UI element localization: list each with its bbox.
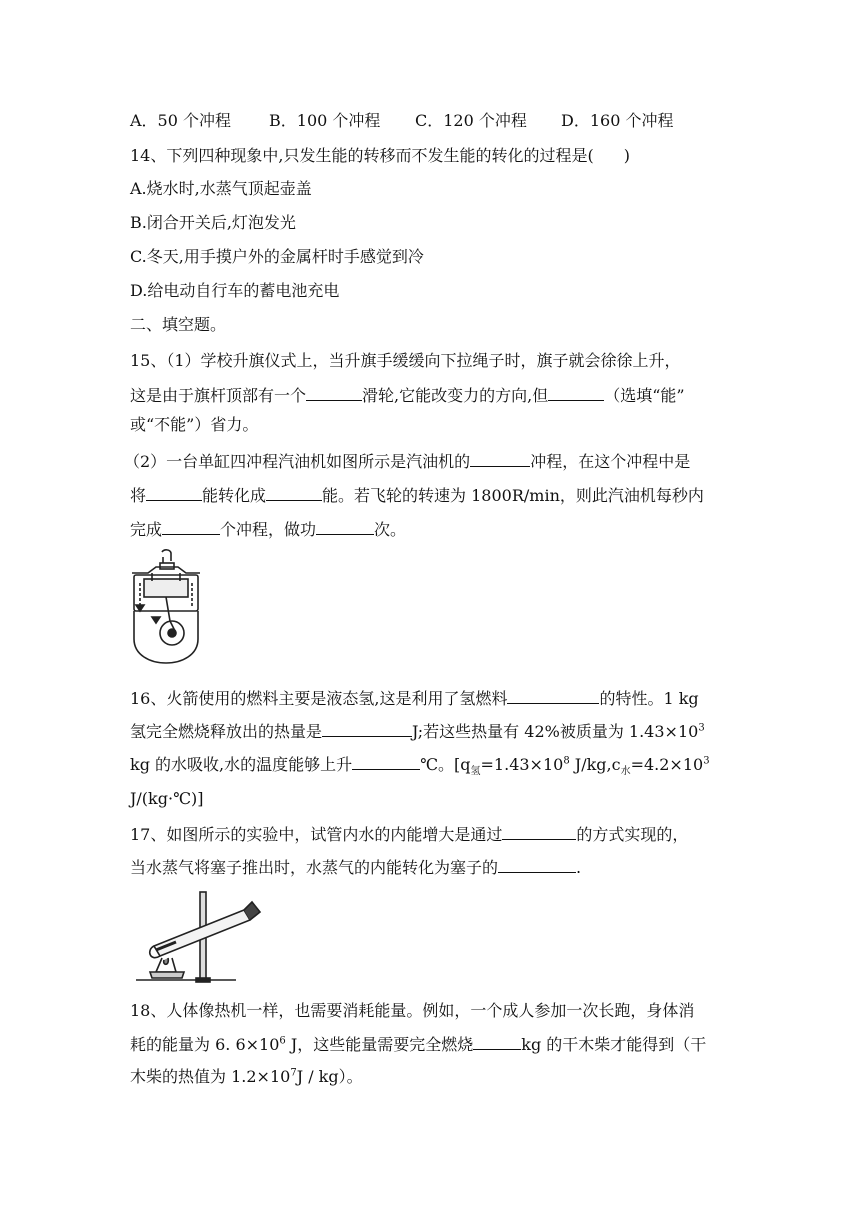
q18-line-2	[130, 1032, 706, 1056]
q16-text: J/kg,c	[569, 755, 621, 774]
section-title: 二、填空题。	[130, 315, 227, 334]
q14-stem	[130, 145, 630, 167]
q15-text: 这是由于旗杆顶部有一个	[130, 386, 307, 405]
q16-line-4: J/(kg·℃)]	[130, 789, 204, 808]
q15-line-5	[130, 483, 704, 507]
q15-line-4	[124, 449, 690, 473]
q15-text: 将	[130, 486, 147, 505]
q16-text: =4.2×10	[630, 755, 704, 774]
q15-text: 个冲程，做功	[220, 520, 317, 539]
q14-paren-close: )	[623, 146, 630, 165]
q18-text: 木柴的热值为 1.2×10	[130, 1067, 291, 1086]
q17-text: 17、如图所示的实验中，试管内水的内能增大是通过	[130, 825, 503, 844]
q16-line-3	[130, 752, 710, 776]
q16-text: kg 的水吸收,水的温度能够上升	[130, 755, 353, 774]
q18-text: 耗的能量为 6. 6×10	[130, 1035, 280, 1054]
q13-option-d: D．160 个冲程	[561, 111, 674, 130]
answer-blank[interactable]	[306, 383, 362, 401]
q15-text: 冲程，在这个冲程中是	[530, 452, 691, 471]
q13-options	[130, 110, 673, 132]
q17-text: .	[576, 858, 582, 877]
q15-text: 次。	[374, 520, 407, 539]
q17-line-2	[130, 855, 581, 879]
engine-cylinder-figure	[130, 549, 202, 671]
q17-text: 的方式实现的，	[576, 825, 689, 844]
q16-text: ℃。[q	[420, 755, 471, 774]
q16-line-2	[130, 719, 705, 743]
q18-line-3	[130, 1066, 363, 1088]
q14-option-c: C.冬天,用手摸户外的金属杆时手感觉到冷	[130, 247, 424, 266]
answer-blank[interactable]	[162, 517, 220, 535]
q18-text: J，这些能量需要完全燃烧	[285, 1035, 474, 1054]
superscript: 3	[703, 755, 710, 767]
q15-line-6	[130, 517, 406, 541]
answer-blank[interactable]	[507, 686, 599, 704]
q15-text: 能转化成	[202, 486, 267, 505]
q13-option-b: B．100 个冲程	[269, 111, 381, 130]
q17-line-1	[130, 822, 688, 846]
test-tube-heating-figure	[132, 888, 264, 984]
q16-text: =1.43×10	[480, 755, 564, 774]
superscript: 7	[290, 1067, 297, 1079]
subscript: 氢	[470, 766, 481, 778]
superscript: 8	[563, 755, 570, 767]
subscript: 水	[620, 766, 631, 778]
superscript: 6	[279, 1035, 286, 1047]
q18-text: J / kg）。	[296, 1067, 363, 1086]
q18-text: kg 的干木柴才能得到（干	[521, 1035, 707, 1054]
answer-blank[interactable]	[502, 822, 576, 840]
q15-text: 能。若飞轮的转速为 1800R/min，则此汽油机每秒内	[322, 486, 704, 505]
q16-text: 的特性。1 kg	[599, 689, 699, 708]
q18-line-1: 18、人体像热机一样，也需要消耗能量。例如，一个成人参加一次长跑，身体消	[130, 1001, 695, 1020]
q14-option-a: A.烧水时,水蒸气顶起壶盖	[130, 179, 312, 198]
answer-blank[interactable]	[548, 383, 604, 401]
q17-text: 当水蒸气将塞子推出时，水蒸气的内能转化为塞子的	[130, 858, 499, 877]
q14-option-b: B.闭合开关后,灯泡发光	[130, 213, 296, 232]
q15-line-2	[130, 383, 685, 407]
q15-text: （选填“能”	[604, 386, 685, 405]
answer-blank[interactable]	[266, 483, 322, 501]
q16-text: 氢完全燃烧释放出的热量是	[130, 722, 323, 741]
q14-option-d: D.给电动自行车的蓄电池充电	[130, 281, 340, 300]
answer-blank[interactable]	[352, 752, 420, 770]
answer-blank[interactable]	[470, 449, 530, 467]
q16-line-1	[130, 686, 699, 710]
answer-blank[interactable]	[322, 719, 412, 737]
q16-text: J;若这些热量有 42%被质量为 1.43×10	[412, 722, 699, 741]
answer-blank[interactable]	[498, 855, 576, 873]
q15-text: （2）一台单缸四冲程汽油机如图所示是汽油机的	[124, 452, 471, 471]
q15-line-1: 15、（1）学校升旗仪式上，当升旗手缓缓向下拉绳子时，旗子就会徐徐上升，	[130, 351, 681, 370]
answer-blank[interactable]	[473, 1032, 521, 1050]
q14-stem-text: 14、下列四种现象中,只发生能的转移而不发生能的转化的过程是(	[130, 146, 594, 165]
superscript: 3	[698, 722, 705, 734]
answer-blank[interactable]	[146, 483, 202, 501]
answer-blank[interactable]	[316, 517, 374, 535]
q16-text: 16、火箭使用的燃料主要是液态氢,这是利用了氢燃料	[130, 689, 508, 708]
q15-text: 完成	[130, 520, 163, 539]
q15-text: 滑轮,它能改变力的方向,但	[362, 386, 549, 405]
q13-option-a: A．50 个冲程	[130, 111, 232, 130]
q13-option-c: C．120 个冲程	[415, 111, 527, 130]
q15-line-3: 或“不能”）省力。	[130, 415, 259, 434]
